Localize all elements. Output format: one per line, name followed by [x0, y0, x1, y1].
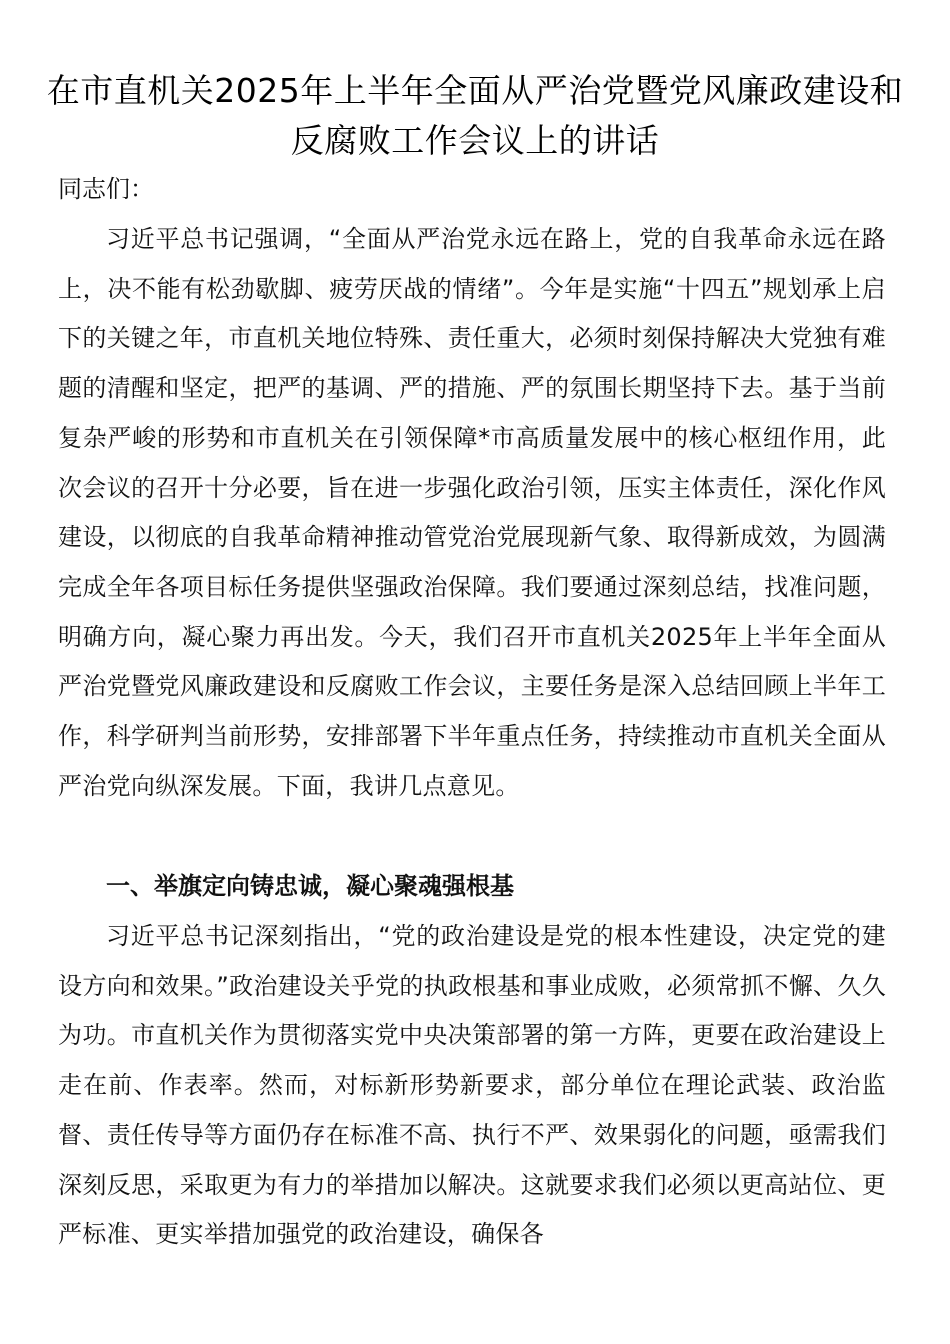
document-title: 在市直机关2025年上半年全面从严治党暨党风廉政建设和反腐败工作会议上的讲话 — [46, 71, 904, 160]
section-heading: 一、举旗定向铸忠诚，凝心聚魂强根基 — [106, 872, 514, 900]
salutation: 同志们： — [58, 175, 154, 203]
body-paragraph: 习近平总书记强调，“全面从严治党永远在路上，党的自我革命永远在路上，决不能有松劲歇脚、疲劳厌战的情绪”。今年是实施“十四五”规划承上启下的关键之年，市直机关地位特殊、责任重大，必须时刻保持解决大党独有难题的清醒和坚定，把严的基调、严的措施、严的氛围长期坚持下去。基于当前复杂严峻的形势和市直机关在引领保障*市高质量发展中的核心枢纽作用，此次会议的召开十分必要，旨在进一步强化政治引领，压实主体责任，深化作风建设，以彻底的自我革命精神推动管党治党展现新气象、取得新成效，为圆满完成全年各项目标任务提供坚强政治保障。我们要通过深刻总结，找准问题，明确方向，凝心聚力再出发。今天，我们召开市直机关2025年上半年全面从严治党暨党风廉政建设和反腐败工作会议，主要任务是深入总结回顾上半年工作，科学研判当前形势，安排部署下半年重点任务，持续推动市直机关全面从严治党向纵深发展。下面，我讲几点意见。 — [58, 225, 886, 800]
body-paragraph: 习近平总书记深刻指出，“党的政治建设是党的根本性建设，决定党的建设方向和效果。”政治建设关乎党的执政根基和事业成败，必须常抓不懈、久久为功。市直机关作为贯彻落实党中央决策部署的第一方阵，更要在政治建设上走在前、作表率。然而，对标新形势新要求，部分单位在理论武装、政治监督、责任传导等方面仍存在标准不高、执行不严、效果弱化的问题，亟需我们深刻反思，采取更为有力的举措加以解决。这就要求我们必须以更高站位、更严标准、更实举措加强党的政治建设，确保各 — [58, 922, 886, 1249]
